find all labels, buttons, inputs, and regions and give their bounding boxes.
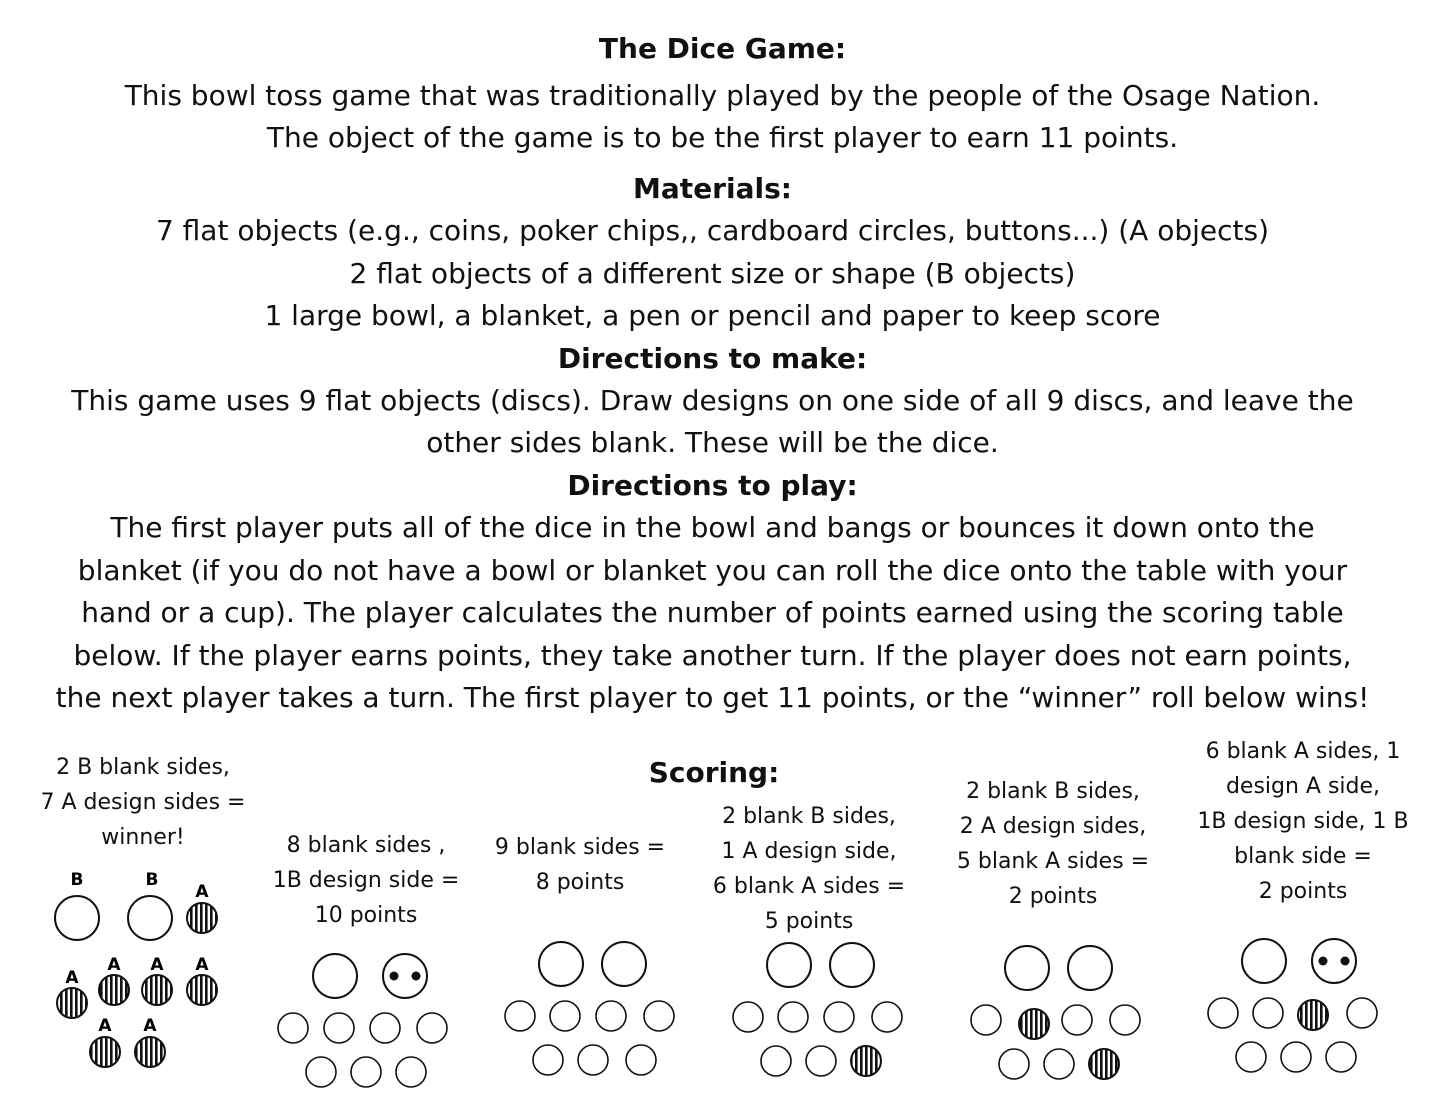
materials-line-1: 7 flat objects (e.g., coins, poker chips,, cardboard circles, buttons...) (A objects) — [155, 214, 1270, 247]
score-rule-line: 2 B blank sides, — [56, 755, 230, 780]
materials-line-3: 1 large bowl, a blanket, a pen or pencil and paper to keep score — [264, 299, 1161, 332]
die-a-blank — [550, 1001, 580, 1031]
dice-group-5-points — [733, 943, 902, 1076]
die-a-blank — [578, 1045, 608, 1075]
dice-group-8-points — [505, 942, 674, 1075]
die-b-blank — [539, 942, 583, 986]
die-b-blank — [1242, 939, 1286, 983]
die-a-blank — [278, 1013, 308, 1043]
score-rule-line: 8 points — [535, 870, 625, 895]
dice-label-a: A — [143, 1016, 157, 1036]
score-rule-line: 1B design side = — [272, 868, 460, 893]
die-b-blank — [55, 896, 99, 940]
die-a-design — [135, 1037, 165, 1067]
die-a-blank — [1208, 998, 1238, 1028]
die-a-design — [1019, 1009, 1049, 1039]
die-a-design — [57, 988, 87, 1018]
play-line-5: the next player takes a turn. The first player to get 11 points, or the “winner” roll below wins! — [55, 681, 1370, 714]
score-rule-line: 1B design side, 1 B — [1197, 809, 1409, 834]
die-a-blank — [644, 1001, 674, 1031]
die-a-design — [99, 975, 129, 1005]
dice-label-a: A — [195, 955, 209, 975]
die-a-blank — [351, 1057, 381, 1087]
die-a-blank — [1062, 1005, 1092, 1035]
die-a-design — [90, 1037, 120, 1067]
score-rule-line: 2 A design sides, — [959, 814, 1147, 839]
materials-line-2: 2 flat objects of a different size or shape (B objects) — [349, 257, 1076, 290]
die-a-blank — [824, 1002, 854, 1032]
die-a-blank — [1326, 1042, 1356, 1072]
materials-heading: Materials: — [633, 172, 792, 205]
die-a-blank — [761, 1046, 791, 1076]
die-a-blank — [324, 1013, 354, 1043]
score-rule-line: 9 blank sides = — [494, 835, 666, 860]
die-a-blank — [1347, 998, 1377, 1028]
make-line-1: This game uses 9 flat objects (discs). Draw designs on one side of all 9 discs, and leave the — [71, 384, 1354, 417]
play-line-2: blanket (if you do not have a bowl or blanket you can roll the dice onto the table with your — [77, 554, 1348, 587]
dice-label-a: A — [150, 955, 164, 975]
score-rule-line: 5 blank A sides = — [956, 849, 1150, 874]
die-a-blank — [1110, 1005, 1140, 1035]
die-a-blank — [778, 1002, 808, 1032]
score-rule-line: 10 points — [314, 903, 418, 928]
die-a-blank — [396, 1057, 426, 1087]
die-a-design — [142, 975, 172, 1005]
scoring-heading: Scoring: — [648, 756, 780, 789]
die-a-blank — [596, 1001, 626, 1031]
die-b-blank — [830, 943, 874, 987]
score-rule-line: 7 A design sides = — [40, 790, 246, 815]
die-b-blank — [767, 943, 811, 987]
die-a-blank — [999, 1049, 1029, 1079]
die-a-blank — [971, 1005, 1001, 1035]
intro-line-1: This bowl toss game that was traditionally played by the people of the Osage Nation. — [124, 79, 1321, 112]
die-a-design — [1298, 1000, 1328, 1030]
dice-label-a: A — [107, 955, 121, 975]
dice-label-b: B — [70, 870, 84, 890]
die-a-blank — [370, 1013, 400, 1043]
make-line-2: other sides blank. These will be the dice. — [426, 426, 999, 459]
die-a-blank — [806, 1046, 836, 1076]
dice-label-b: B — [145, 870, 159, 890]
die-b-blank — [128, 896, 172, 940]
score-rule-line: 6 blank A sides = — [712, 874, 906, 899]
play-heading: Directions to play: — [567, 469, 858, 502]
score-rule-line: 1 A design side, — [721, 839, 897, 864]
die-a-blank — [733, 1002, 763, 1032]
score-rule-line: blank side = — [1234, 844, 1372, 869]
score-rule-line: 2 points — [1008, 884, 1098, 909]
die-a-blank — [1281, 1042, 1311, 1072]
page-title: The Dice Game: — [598, 32, 847, 65]
play-line-3: hand or a cup). The player calculates the number of points earned using the scoring table — [81, 596, 1344, 629]
dice-label-a: A — [98, 1016, 112, 1036]
die-a-blank — [1236, 1042, 1266, 1072]
die-a-blank — [1044, 1049, 1074, 1079]
die-a-blank — [872, 1002, 902, 1032]
score-rule-line: 2 points — [1258, 879, 1348, 904]
score-rule-line: design A side, — [1225, 774, 1381, 799]
dice-group-2-points-a — [971, 946, 1140, 1079]
score-rule-line: 2 blank B sides, — [966, 779, 1140, 804]
die-b-blank — [1005, 946, 1049, 990]
dice-group-10-points — [278, 954, 447, 1087]
die-a-blank — [505, 1001, 535, 1031]
die-a-design — [851, 1046, 881, 1076]
die-a-design — [187, 975, 217, 1005]
die-a-blank — [306, 1057, 336, 1087]
die-a-blank — [417, 1013, 447, 1043]
die-a-blank — [1253, 998, 1283, 1028]
score-rule-line: 6 blank A sides, 1 — [1205, 739, 1401, 764]
dice-label-a: A — [65, 968, 79, 988]
die-a-blank — [626, 1045, 656, 1075]
die-a-design — [1089, 1049, 1119, 1079]
play-line-1: The first player puts all of the dice in the bowl and bangs or bounces it down onto the — [110, 511, 1315, 544]
score-rule-line: 5 points — [764, 909, 854, 934]
dice-group-winner — [55, 870, 217, 1067]
die-b-blank — [1068, 946, 1112, 990]
make-heading: Directions to make: — [557, 342, 868, 375]
die-a-blank — [533, 1045, 563, 1075]
score-rule-line: winner! — [101, 825, 185, 850]
dice-label-a: A — [195, 882, 209, 902]
die-a-design — [187, 903, 217, 933]
score-rule-line: 8 blank sides , — [286, 833, 446, 858]
score-rule-line: 2 blank B sides, — [722, 804, 896, 829]
die-b-blank — [602, 942, 646, 986]
play-line-4: below. If the player earns points, they take another turn. If the player does not earn points, — [73, 639, 1352, 672]
die-b-blank — [313, 954, 357, 998]
dice-group-2-points-b — [1208, 939, 1377, 1072]
intro-line-2: The object of the game is to be the first player to earn 11 points. — [266, 121, 1179, 154]
